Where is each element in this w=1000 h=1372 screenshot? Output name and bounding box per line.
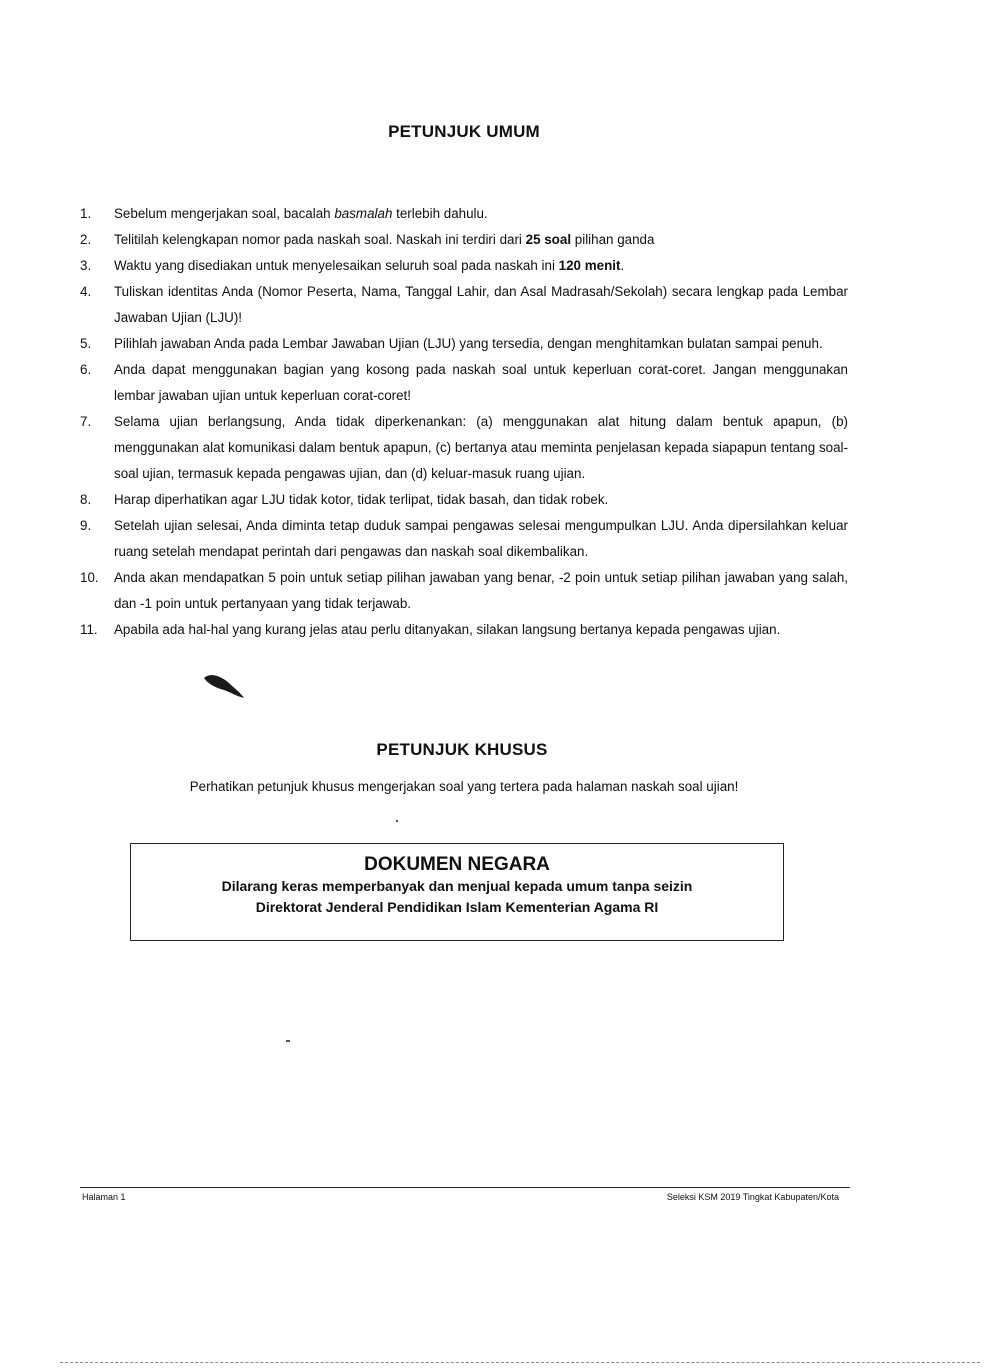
- instruction-italic: basmalah: [334, 206, 393, 221]
- instruction-list: [80, 201, 848, 643]
- instruction-number: 5.: [80, 336, 92, 351]
- instruction-number: 2.: [80, 232, 92, 247]
- instruction-text: [114, 284, 848, 325]
- instruction-item: [80, 201, 848, 227]
- footer-rule: [80, 1187, 850, 1188]
- scan-bottom-edge: [60, 1362, 980, 1363]
- dokumen-negara-title: DOKUMEN NEGARA: [364, 854, 550, 875]
- instruction-text: [114, 518, 848, 559]
- instruction-item: [80, 253, 848, 279]
- instruction-number: 9.: [80, 518, 92, 533]
- petunjuk-khusus-title: PETUNJUK KHUSUS: [376, 740, 548, 759]
- instruction-segment: Setelah ujian selesai, Anda diminta tetap duduk sampai pengawas selesai mengumpulkan LJU. Anda dipersilahkan keluar ruang setelah mendapat perintah dari pengawas dan naskah soal dikembalikan.: [114, 518, 848, 559]
- scan-speck: [286, 1040, 290, 1042]
- petunjuk-khusus-text: Perhatikan petunjuk khusus mengerjakan soal yang tertera pada halaman naskah soal ujian!: [189, 779, 739, 794]
- dokumen-negara-line-1: Dilarang keras memperbanyak dan menjual kepada umum tanpa seizin: [221, 878, 693, 894]
- instruction-text: [114, 206, 488, 221]
- instruction-text: [114, 362, 848, 403]
- instruction-segment: Waktu yang disediakan untuk menyelesaikan seluruh soal pada naskah ini: [114, 258, 559, 273]
- instruction-item: [80, 617, 848, 643]
- instruction-text: [114, 232, 654, 247]
- instruction-number: 7.: [80, 414, 92, 429]
- dokumen-negara-box: [130, 843, 784, 941]
- instruction-text: [114, 570, 848, 611]
- instruction-segment: Sebelum mengerjakan soal, bacalah: [114, 206, 335, 221]
- instruction-number: 10.: [80, 570, 99, 585]
- instruction-item: [80, 331, 848, 357]
- scan-speck: [396, 820, 398, 822]
- instruction-segment: Selama ujian berlangsung, Anda tidak diperkenankan: (a) menggunakan alat hitung dalam bentuk apapun, (b) menggunakan alat komunikasi dalam bentuk apapun, (c) bertanya atau meminta penjelasan kepada siapapun tentang soal-soal ujian, termasuk kepada pengawas ujian, dan (d) keluar-masuk ruang ujian.: [114, 414, 848, 481]
- footer-page-number: Halaman 1: [82, 1192, 126, 1202]
- instruction-segment: Harap diperhatikan agar LJU tidak kotor, tidak terlipat, tidak basah, dan tidak robek.: [114, 492, 609, 507]
- instruction-segment: pilihan ganda: [571, 232, 655, 247]
- instruction-segment: Anda akan mendapatkan 5 poin untuk setiap pilihan jawaban yang benar, -2 poin untuk setiap pilihan jawaban yang salah, dan -1 poin untuk pertanyaan yang tidak terjawab.: [114, 570, 848, 611]
- instruction-segment: Apabila ada hal-hal yang kurang jelas atau perlu ditanyakan, silakan langsung bertanya kepada pengawas ujian.: [114, 622, 781, 637]
- instruction-item: [80, 357, 848, 409]
- instruction-number: 1.: [80, 206, 92, 221]
- instruction-text: [114, 492, 608, 507]
- instruction-segment: Telitilah kelengkapan nomor pada naskah soal. Naskah ini terdiri dari: [114, 232, 526, 247]
- instruction-segment: Pilihlah jawaban Anda pada Lembar Jawaban Ujian (LJU) yang tersedia, dengan menghitamkan bulatan sampai penuh.: [114, 336, 823, 351]
- instruction-item: [80, 513, 848, 565]
- instruction-segment: .: [620, 258, 625, 273]
- instruction-item: [80, 565, 848, 617]
- instruction-number: 4.: [80, 284, 92, 299]
- instruction-segment: Tuliskan identitas Anda (Nomor Peserta, Nama, Tanggal Lahir, dan Asal Madrasah/Sekolah) secara lengkap pada Lembar Jawaban Ujian (LJU)!: [114, 284, 848, 325]
- instruction-segment: terlebih dahulu.: [392, 206, 488, 221]
- instruction-text: [114, 414, 848, 481]
- instruction-number: 11.: [80, 622, 98, 637]
- instruction-segment: Anda dapat menggunakan bagian yang kosong pada naskah soal untuk keperluan corat-coret. Jangan menggunakan lembar jawaban ujian untuk keperluan corat-coret!: [114, 362, 848, 403]
- instruction-emphasis: 120 menit: [558, 258, 621, 273]
- instruction-number: 6.: [80, 362, 92, 377]
- instruction-number: 8.: [80, 492, 92, 507]
- instruction-item: [80, 227, 848, 253]
- instruction-text: [114, 336, 823, 351]
- instruction-item: [80, 409, 848, 487]
- petunjuk-umum-title: PETUNJUK UMUM: [388, 122, 540, 141]
- instruction-text: [114, 258, 624, 273]
- instruction-item: [80, 487, 848, 513]
- instruction-text: [114, 622, 780, 637]
- scan-artifact-mark: [200, 670, 248, 702]
- instruction-emphasis: 25 soal: [525, 232, 572, 247]
- instruction-number: 3.: [80, 258, 92, 273]
- dokumen-negara-line-2: Direktorat Jenderal Pendidikan Islam Kementerian Agama RI: [255, 899, 659, 915]
- instruction-item: [80, 279, 848, 331]
- footer-exam-name: Seleksi KSM 2019 Tingkat Kabupaten/Kota: [666, 1192, 839, 1202]
